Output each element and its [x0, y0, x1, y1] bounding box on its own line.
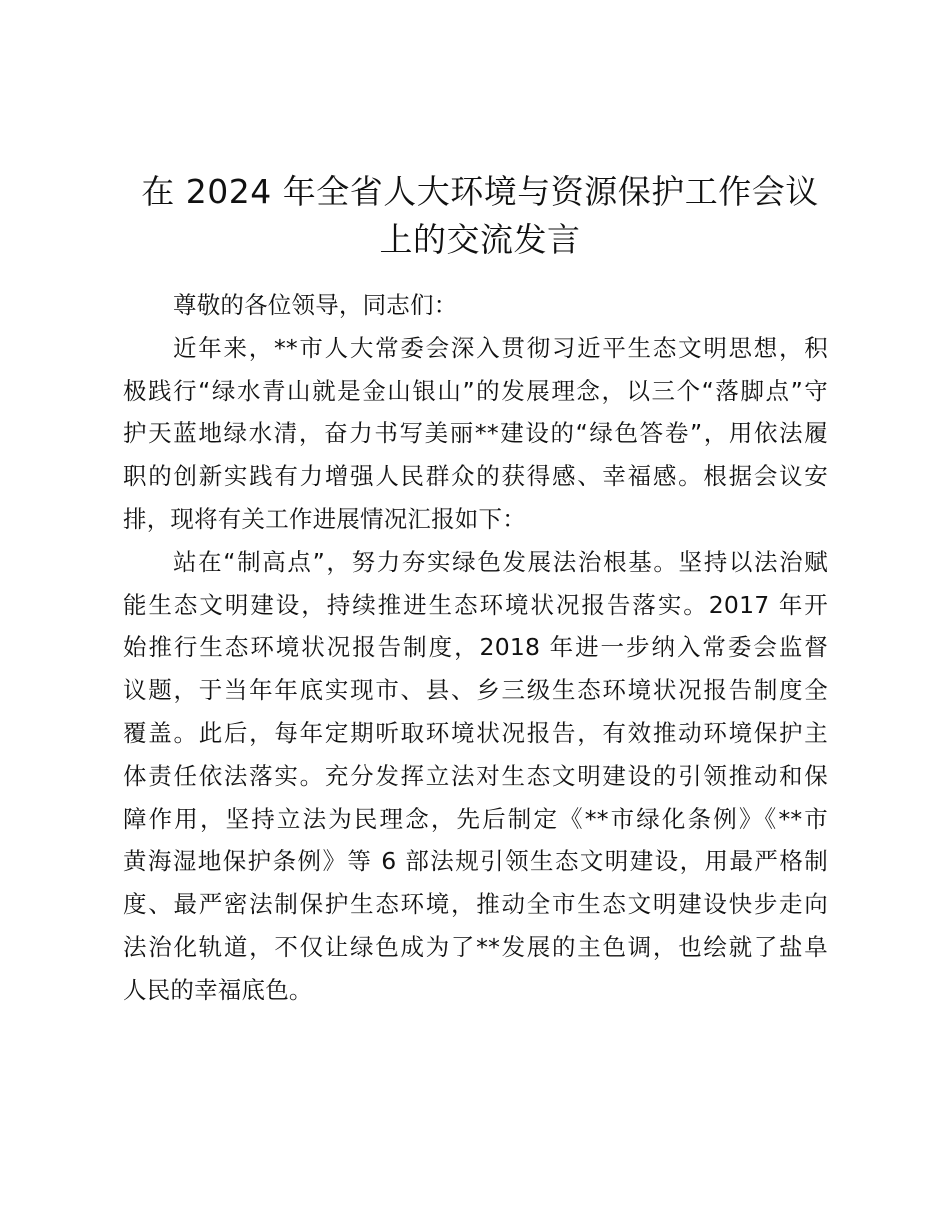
paragraph-line: 障作用，坚持立法为民理念，先后制定《**市绿化条例》《**市: [123, 804, 828, 833]
paragraph-line: 近年来，**市人大常委会深入贯彻习近平生态文明思想，积: [173, 333, 828, 362]
paragraph-intro: [123, 327, 828, 541]
document-title: [120, 168, 840, 264]
salutation: 尊敬的各位领导，同志们：: [173, 291, 458, 319]
paragraph-line: 排，现将有关工作进展情况汇报如下：: [123, 504, 526, 533]
paragraph-line: 站在“制高点”，努力夯实绿色发展法治根基。坚持以法治赋: [173, 547, 828, 576]
paragraph-line: 人民的幸福底色。: [123, 975, 313, 1004]
paragraph-line: 议题，于当年年底实现市、县、乡三级生态环境状况报告制度全: [123, 676, 828, 705]
paragraph-high-point: [123, 541, 828, 1012]
paragraph-line: 覆盖。此后，每年定期听取环境状况报告，有效推动环境保护主: [123, 718, 828, 747]
paragraph-line: 职的创新实践有力增强人民群众的获得感、幸福感。根据会议安: [123, 462, 828, 491]
paragraph-line: 度、最严密法制保护生态环境，推动全市生态文明建设快步走向: [123, 890, 828, 919]
paragraph-line: 极践行“绿水青山就是金山银山”的发展理念，以三个“落脚点”守: [123, 376, 828, 405]
title-line-2: 上的交流发言: [379, 220, 581, 259]
paragraph-line: 始推行生态环境状况报告制度，2018 年进一步纳入常委会监督: [123, 633, 828, 662]
title-line-1: 在 2024 年全省人大环境与资源保护工作会议: [141, 172, 819, 211]
paragraph-line: 能生态文明建设，持续推进生态环境状况报告落实。2017 年开: [123, 590, 828, 619]
paragraph-line: 体责任依法落实。充分发挥立法对生态文明建设的引领推动和保: [123, 761, 828, 790]
paragraph-line: 黄海湿地保护条例》等 6 部法规引领生态文明建设，用最严格制: [123, 847, 828, 876]
document-body: [123, 284, 828, 1012]
paragraph-line: 护天蓝地绿水清，奋力书写美丽**建设的“绿色答卷”，用依法履: [123, 419, 828, 448]
paragraph-line: 法治化轨道，不仅让绿色成为了**发展的主色调，也绘就了盐阜: [123, 932, 828, 961]
